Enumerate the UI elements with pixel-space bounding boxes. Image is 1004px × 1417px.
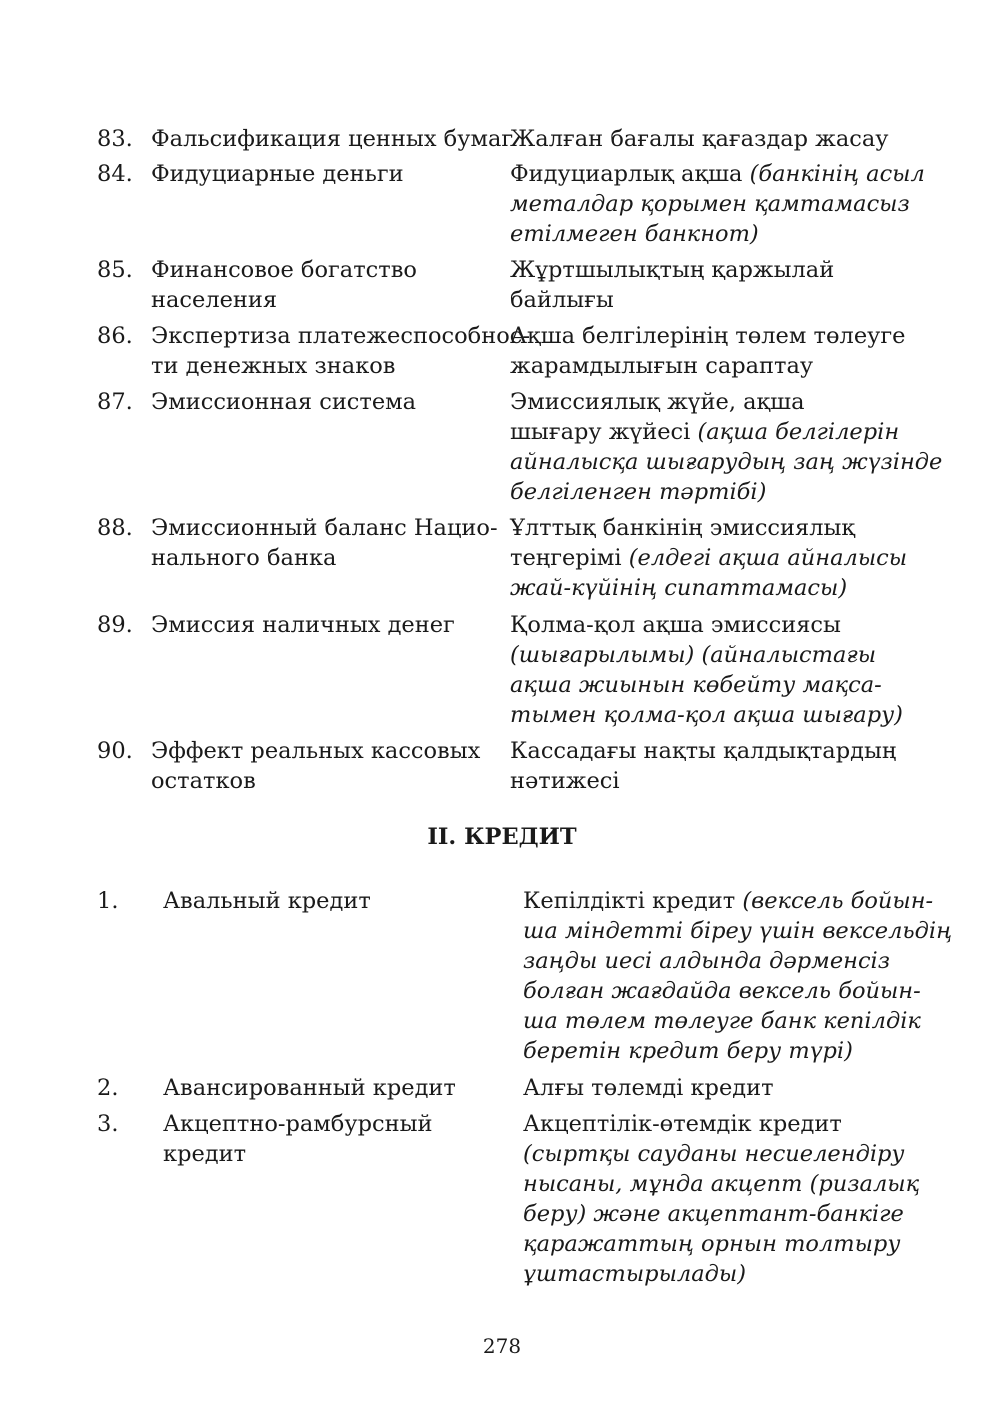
entry-number: 85. (97, 257, 133, 283)
translation-text: жарамдылығын сараптау (510, 353, 814, 379)
entry-number: 1. (97, 888, 119, 914)
kazakh-translation-line (523, 1109, 919, 1139)
translation-text: Ұлттық банкінің эмиссиялық (510, 515, 856, 541)
translation-note: металдар қорымен қамтамасыз (510, 191, 910, 217)
translation-text: Кассадағы нақты қалдықтардың (510, 738, 897, 764)
kazakh-translation (510, 321, 905, 381)
kazakh-translation (510, 513, 907, 603)
translation-note: болған жағдайда вексель бойын- (523, 978, 921, 1004)
kazakh-translation-line (510, 670, 903, 700)
russian-term-line: Эффект реальных кассовых (151, 738, 481, 764)
translation-note: етілмеген банкнот) (510, 221, 759, 247)
kazakh-translation-line (523, 1259, 919, 1289)
kazakh-translation-line (510, 700, 903, 730)
translation-note: заңды иесі алдында дәрменсіз (523, 948, 891, 974)
translation-note: (елдегі ақша айналысы (628, 545, 908, 571)
kazakh-translation (510, 124, 889, 154)
kazakh-translation-line (510, 387, 942, 417)
russian-term-line: Авансированный кредит (163, 1075, 456, 1101)
translation-text: Алғы төлемді кредит (523, 1075, 774, 1101)
kazakh-translation-line (510, 477, 942, 507)
translation-note: белгіленген тәртібі) (510, 479, 767, 505)
translation-text: Ақша белгілерінің төлем төлеуге (510, 323, 906, 349)
translation-note: нысаны, мұнда акцепт (ризалық (523, 1171, 920, 1197)
translation-note: (сыртқы сауданы несиелендіру (523, 1141, 905, 1167)
entry-number: 87. (97, 389, 133, 415)
kazakh-translation-line (510, 189, 925, 219)
kazakh-translation-line (510, 219, 925, 249)
russian-term (163, 1109, 432, 1169)
russian-term-line: Экспертиза платежеспособнос- (151, 323, 530, 349)
entry-number: 84. (97, 161, 133, 187)
kazakh-translation-line (523, 916, 952, 946)
kazakh-translation-line (510, 285, 834, 315)
kazakh-translation-line (523, 946, 952, 976)
translation-text: теңгерімі (510, 545, 629, 571)
kazakh-translation-line (510, 513, 907, 543)
kazakh-translation (510, 255, 834, 315)
kazakh-translation-line (510, 543, 907, 573)
translation-text: Жалған бағалы қағаздар жасау (510, 126, 889, 152)
kazakh-translation-line (523, 1006, 952, 1036)
russian-term (151, 736, 480, 796)
translation-text: Акцептілік-өтемдік кредит (523, 1111, 842, 1137)
kazakh-translation-line (523, 1169, 919, 1199)
kazakh-translation-line (510, 321, 905, 351)
section-heading: II. КРЕДИТ (427, 824, 577, 850)
translation-note: (шығарылымы) (айналыстағы (510, 642, 877, 668)
translation-note: (ақша белгілерін (697, 419, 900, 445)
translation-note: ақша жиынын көбейту мақса- (510, 672, 882, 698)
russian-term-line: остатков (151, 768, 256, 794)
translation-note: беру) және акцептант-банкіге (523, 1201, 904, 1227)
kazakh-translation-line (510, 351, 905, 381)
russian-term (151, 321, 530, 381)
translation-note: беретін кредит беру түрі) (523, 1038, 853, 1064)
kazakh-translation (510, 736, 896, 796)
kazakh-translation-line (510, 640, 903, 670)
russian-term (163, 1073, 456, 1103)
russian-term (151, 610, 455, 640)
kazakh-translation-line (523, 1139, 919, 1169)
page-number: 278 (482, 1334, 522, 1358)
translation-note: жай-күйінің сипаттамасы) (510, 575, 848, 601)
translation-text: Қолма-қол ақша эмиссиясы (510, 612, 841, 638)
russian-term (151, 513, 498, 573)
russian-term-line: Акцептно-рамбурсный (163, 1111, 433, 1137)
kazakh-translation-line (510, 417, 942, 447)
translation-note: қаражаттың орнын толтыру (523, 1231, 901, 1257)
kazakh-translation-line (510, 255, 834, 285)
kazakh-translation-line (510, 573, 907, 603)
russian-term-line: нального банка (151, 545, 337, 571)
entry-number: 88. (97, 515, 133, 541)
entry-number: 2. (97, 1075, 119, 1101)
russian-term (151, 159, 404, 189)
translation-note: ша төлем төлеуге банк кепілдік (523, 1008, 921, 1034)
russian-term-line: Эмиссионная система (151, 389, 417, 415)
kazakh-translation-line (523, 1036, 952, 1066)
translation-note: (вексель бойын- (742, 888, 934, 914)
entry-number: 90. (97, 738, 133, 764)
kazakh-translation-line (523, 1199, 919, 1229)
russian-term-line: Эмиссия наличных денег (151, 612, 455, 638)
kazakh-translation (510, 159, 925, 249)
russian-term-line: Фальсификация ценных бумаг (151, 126, 514, 152)
translation-note: айналысқа шығарудың заң жүзінде (510, 449, 943, 475)
kazakh-translation-line (523, 1073, 774, 1103)
kazakh-translation-line (510, 447, 942, 477)
russian-term-line: кредит (163, 1141, 247, 1167)
kazakh-translation-line (523, 886, 952, 916)
translation-text: шығару жүйесі (510, 419, 698, 445)
translation-text: Кепілдікті кредит (523, 888, 743, 914)
translation-text: Жұртшылықтың қаржылай (510, 257, 835, 283)
entry-number: 83. (97, 126, 133, 152)
russian-term-line: ти денежных знаков (151, 353, 396, 379)
kazakh-translation-line (523, 976, 952, 1006)
russian-term-line: населения (151, 287, 278, 313)
russian-term-line: Фидуциарные деньги (151, 161, 404, 187)
kazakh-translation-line (510, 124, 889, 154)
entry-number: 3. (97, 1111, 119, 1137)
russian-term (151, 387, 416, 417)
russian-term (151, 255, 417, 315)
russian-term-line: Финансовое богатство (151, 257, 417, 283)
russian-term (151, 124, 513, 154)
kazakh-translation (510, 610, 903, 730)
translation-text: Эмиссиялық жүйе, ақша (510, 389, 805, 415)
kazakh-translation-line (510, 159, 925, 189)
kazakh-translation (523, 886, 952, 1066)
kazakh-translation-line (523, 1229, 919, 1259)
kazakh-translation (510, 387, 942, 507)
translation-note: тымен қолма-қол ақша шығару) (510, 702, 903, 728)
kazakh-translation (523, 1109, 919, 1289)
kazakh-translation (523, 1073, 774, 1103)
kazakh-translation-line (510, 736, 896, 766)
kazakh-translation-line (510, 610, 903, 640)
translation-note: ша міндетті біреу үшін вексельдің (523, 918, 953, 944)
entry-number: 86. (97, 323, 133, 349)
russian-term-line: Авальный кредит (163, 888, 371, 914)
translation-note: ұштастырылады) (523, 1261, 747, 1287)
translation-note: (банкінің асыл (749, 161, 925, 187)
translation-text: байлығы (510, 287, 614, 313)
russian-term (163, 886, 371, 916)
kazakh-translation-line (510, 766, 896, 796)
entry-number: 89. (97, 612, 133, 638)
russian-term-line: Эмиссионный баланс Нацио- (151, 515, 498, 541)
translation-text: Фидуциарлық ақша (510, 161, 750, 187)
translation-text: нәтижесі (510, 768, 620, 794)
